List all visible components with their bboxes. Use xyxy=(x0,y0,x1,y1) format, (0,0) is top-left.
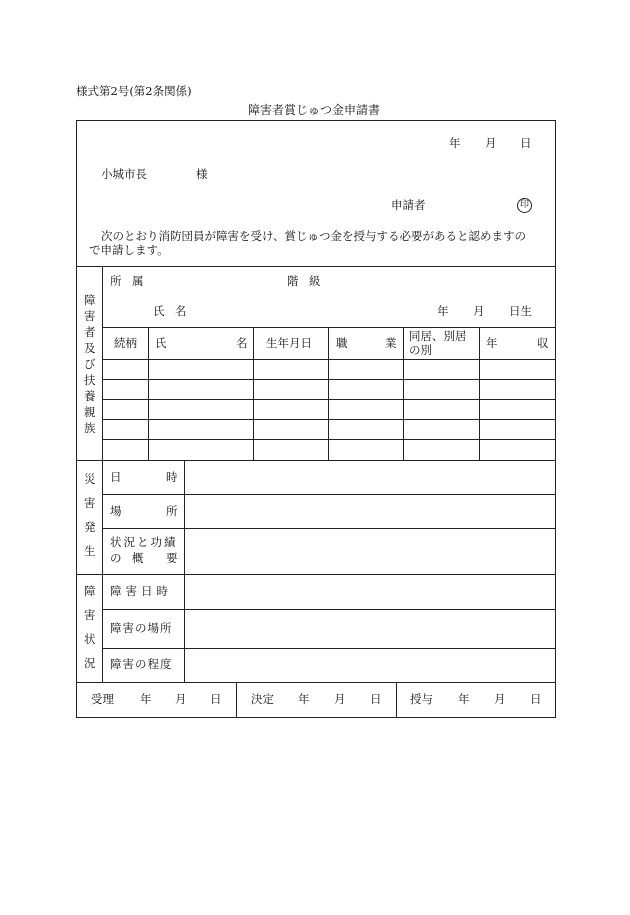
injury-place-label: 障害の場所 xyxy=(110,621,173,635)
injury-degree-label: 障害の程度 xyxy=(110,657,173,671)
addressee-honorific: 様 xyxy=(196,167,208,181)
application-body-line1: 次のとおり消防団員が障害を受け、賞じゅつ金を授与する必要があると認めますの xyxy=(101,229,527,243)
application-date-year: 年 xyxy=(449,136,461,150)
form-title: 障害者賞じゅつ金申請書 xyxy=(248,103,381,117)
injury-datetime-label: 障害日時 xyxy=(110,584,172,598)
application-date-day: 日 xyxy=(520,136,532,150)
form-number: 様式第2号(第2条関係) xyxy=(76,84,192,98)
addressee: 小城市長 xyxy=(101,167,147,181)
applicant-label: 申請者 xyxy=(391,198,426,212)
application-body-line2: で申請します。 xyxy=(89,243,169,257)
seal-mark: 印 xyxy=(517,198,532,213)
header-birthdate: 生年月日 xyxy=(266,336,312,350)
application-date-month: 月 xyxy=(485,136,497,150)
header-relationship: 続柄 xyxy=(114,336,137,350)
